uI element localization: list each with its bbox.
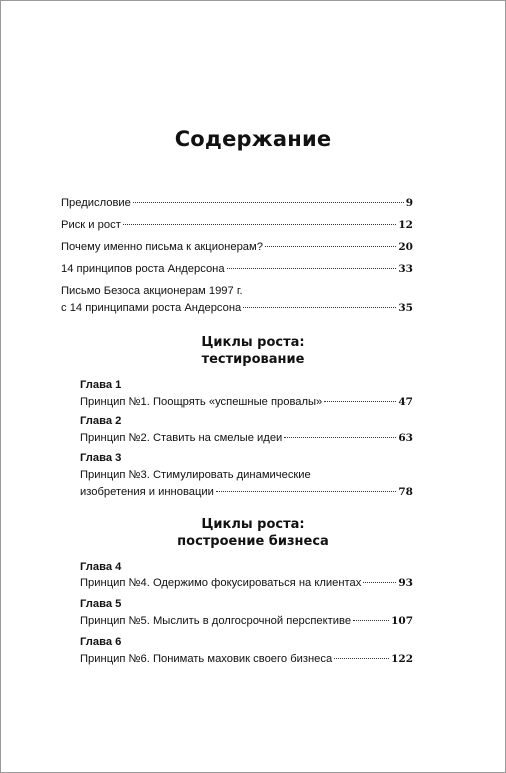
toc-entry-text: Предисловие: [61, 197, 131, 209]
dot-leader: [363, 582, 396, 583]
toc-entry-bezos: [61, 301, 413, 315]
toc-page-number: 78: [398, 486, 413, 498]
toc-entry-text: Принцип №6. Понимать маховик своего бизнеса: [80, 653, 333, 665]
chapter-label: Глава 4: [80, 561, 122, 573]
dot-leader: [324, 401, 396, 402]
toc-page-number: 12: [398, 219, 413, 231]
dot-leader: [243, 307, 396, 308]
toc-entry-letters: [61, 240, 413, 254]
toc-page-number: 107: [391, 615, 413, 627]
toc-page-number: 122: [391, 653, 413, 665]
section-title-line2: тестирование: [201, 352, 305, 367]
toc-page-number: 9: [405, 197, 413, 209]
toc-entry-chapter-2: [80, 431, 413, 445]
section-heading: [1, 334, 505, 368]
toc-entry-text: изобретения и инновации: [80, 486, 214, 498]
section-title-line1: Циклы роста:: [201, 335, 305, 350]
chapter-label: Глава 5: [80, 598, 122, 610]
toc-page-number: 63: [398, 432, 413, 444]
toc-entry-text: Принцип №1. Поощрять «успешные провалы»: [80, 396, 323, 408]
toc-entry-text: Риск и рост: [61, 219, 121, 231]
toc-entry-text: 14 принципов роста Андерсона: [61, 263, 225, 275]
chapter-label: Глава 6: [80, 636, 122, 648]
toc-entry-chapter-3-line1: Принцип №3. Стимулировать динамические: [80, 469, 311, 481]
toc-page-number: 20: [398, 241, 413, 253]
dot-leader: [133, 202, 404, 203]
toc-entry-text: с 14 принципами роста Андерсона: [61, 302, 242, 314]
toc-page-number: 47: [398, 396, 413, 408]
toc-entry-chapter-1: [80, 395, 413, 409]
dot-leader: [265, 246, 396, 247]
toc-entry-text: Принцип №4. Одержимо фокусироваться на клиентах: [80, 577, 362, 589]
section-heading: [1, 516, 505, 550]
dot-leader: [216, 491, 396, 492]
section-title-line1: Циклы роста:: [201, 517, 305, 532]
chapter-label: Глава 1: [80, 379, 122, 391]
chapter-label: Глава 2: [80, 415, 122, 427]
chapter-label: Глава 3: [80, 452, 122, 464]
dot-leader: [284, 437, 396, 438]
toc-entry-text: Почему именно письма к акционерам?: [61, 241, 263, 253]
toc-page-number: 93: [398, 577, 413, 589]
toc-entry-text: Принцип №5. Мыслить в долгосрочной перспективе: [80, 615, 352, 627]
toc-entry-risk: [61, 218, 413, 232]
toc-entry-bezos-line1: Письмо Безоса акционерам 1997 г.: [61, 285, 243, 297]
toc-entry-preface: [61, 196, 413, 210]
section-title-line2: построение бизнеса: [177, 534, 329, 549]
toc-page-number: 35: [398, 302, 413, 314]
dot-leader: [334, 658, 389, 659]
toc-entry-chapter-4: [80, 576, 413, 590]
toc-entry-chapter-5: [80, 614, 413, 628]
toc-entry-chapter-3: [80, 485, 413, 499]
dot-leader: [227, 268, 397, 269]
toc-page-number: 33: [398, 263, 413, 275]
toc-entry-text: Принцип №2. Ставить на смелые идеи: [80, 432, 283, 444]
toc-entry-principles: [61, 262, 413, 276]
page-title: Содержание: [174, 127, 332, 151]
dot-leader: [123, 224, 397, 225]
toc-entry-chapter-6: [80, 652, 413, 666]
dot-leader: [353, 620, 389, 621]
